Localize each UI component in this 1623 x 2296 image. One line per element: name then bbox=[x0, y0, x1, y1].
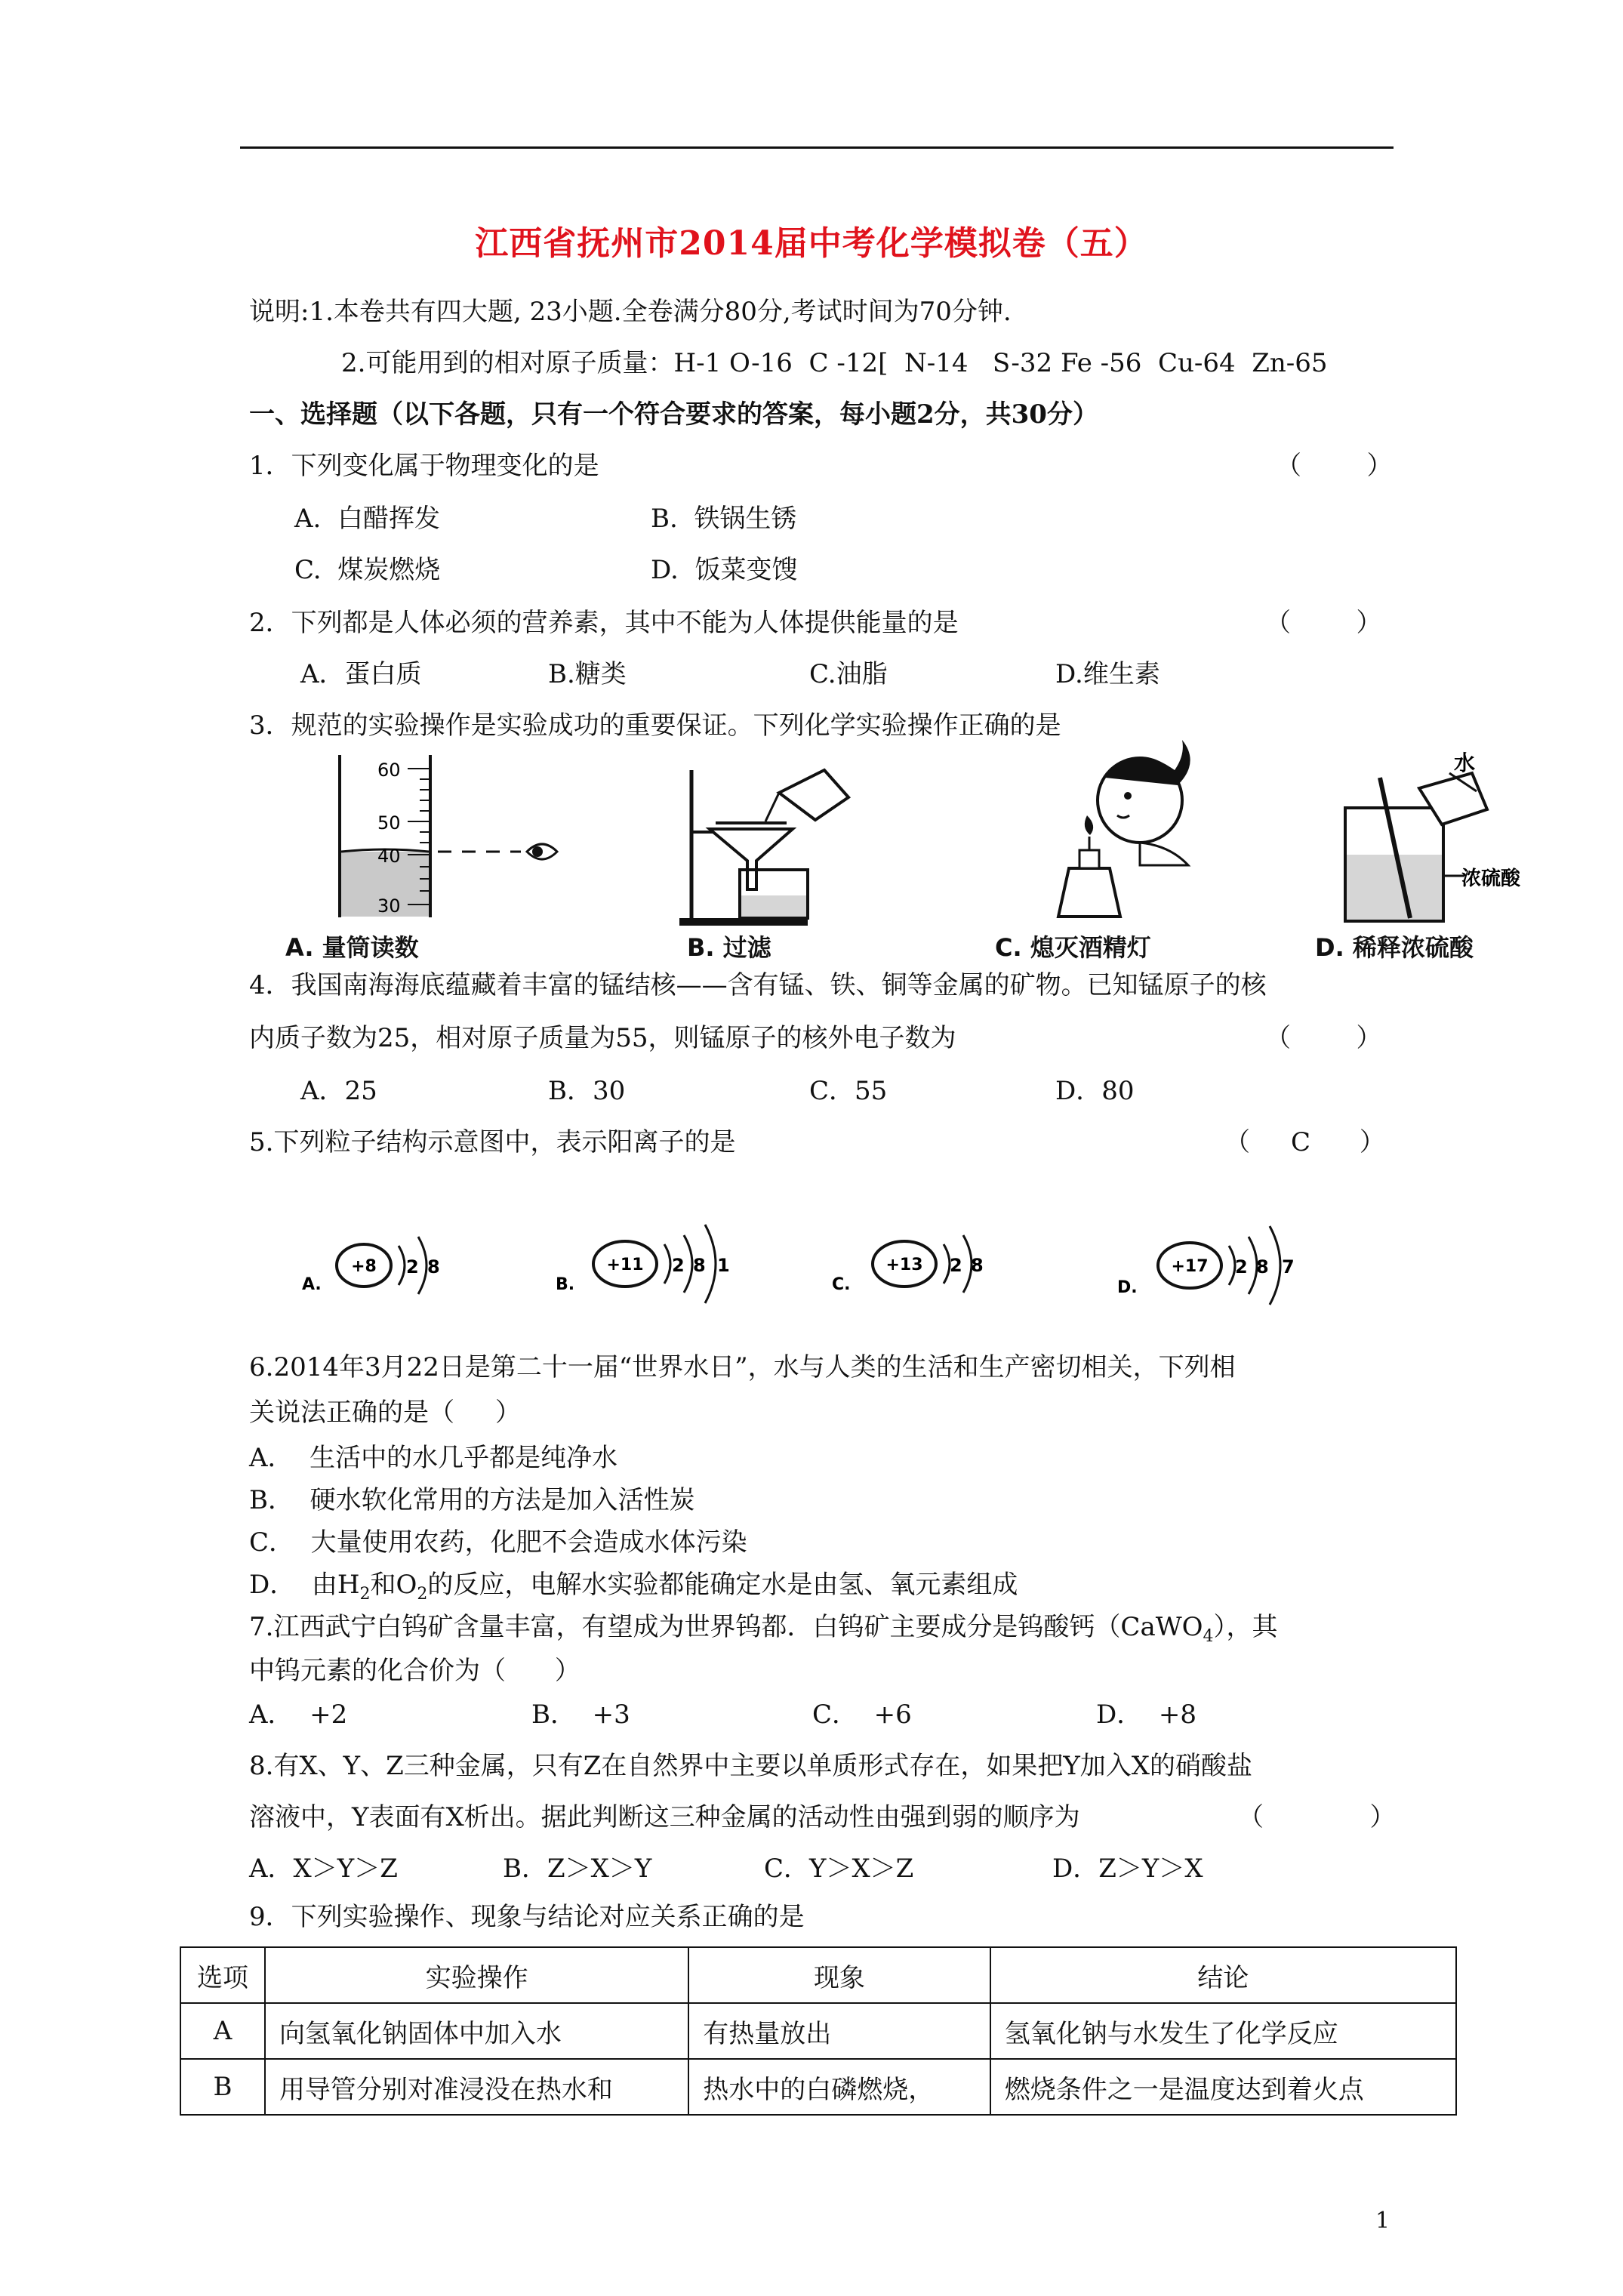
atom-a-label: A. bbox=[302, 1275, 322, 1294]
atom-d-shell-3: 7 bbox=[1282, 1256, 1295, 1277]
q6-option-b: B． 硬水软化常用的方法是加入活性炭 bbox=[249, 1485, 695, 1515]
table-cell: 有热量放出 bbox=[688, 2003, 990, 2059]
q7-option-a: A． +2 bbox=[249, 1700, 348, 1730]
q4-option-a: A．25 bbox=[300, 1076, 377, 1106]
q7-option-c: C． +6 bbox=[812, 1700, 912, 1730]
q3-stem: 3．规范的实验操作是实验成功的重要保证。下列化学实验操作正确的是 bbox=[249, 710, 1061, 741]
q6-option-a: A． 生活中的水几乎都是纯净水 bbox=[249, 1443, 618, 1473]
q8-option-d: D．Z＞Y＞X bbox=[1052, 1854, 1203, 1884]
atom-d-shell-2: 8 bbox=[1256, 1256, 1269, 1277]
table-cell: 向氢氧化钠固体中加入水 bbox=[265, 2003, 688, 2059]
fig-label-c: C. 熄灭酒精灯 bbox=[995, 933, 1151, 962]
note-1: 说明:1.本卷共有四大题, 23小题.全卷满分80分,考试时间为70分钟. bbox=[249, 297, 1012, 327]
atom-a-shell-1: 2 bbox=[406, 1256, 419, 1277]
q6-option-c: C． 大量使用农药，化肥不会造成水体污染 bbox=[249, 1527, 747, 1558]
acid-label: 浓硫酸 bbox=[1461, 868, 1521, 890]
q6-option-d: D． 由$H_2$和$O_2$的反应，电解水实验都能确定水是由氢、氧元素组成 bbox=[249, 1570, 1018, 1604]
q1-option-d: D. 饭菜变馊 bbox=[651, 555, 798, 585]
table-cell: 热水中的白磷燃烧， bbox=[688, 2059, 990, 2115]
q6-stem-2: 关说法正确的是（ ） bbox=[249, 1398, 522, 1428]
q2-option-d: D.维生素 bbox=[1055, 659, 1160, 689]
fig-label-a: A. 量筒读数 bbox=[285, 933, 419, 962]
q5-answer-paren: （ C ） bbox=[1224, 1127, 1385, 1157]
atom-c-shell-1: 2 bbox=[950, 1255, 962, 1276]
table-cell: 用导管分别对准浸没在热水和 bbox=[265, 2059, 688, 2115]
q4-option-d: D．80 bbox=[1055, 1076, 1135, 1106]
q2-option-c: C.油脂 bbox=[809, 659, 888, 689]
table-header: 现象 bbox=[688, 1947, 990, 2003]
table-header: 选项 bbox=[180, 1947, 265, 2003]
atom-b-shell-1: 2 bbox=[672, 1255, 685, 1276]
q1-option-c: C. 煤炭燃烧 bbox=[294, 555, 441, 585]
atom-b-nucleus: +11 bbox=[606, 1256, 644, 1274]
atom-diagram-d bbox=[1117, 1220, 1321, 1311]
atom-a-shell-2: 8 bbox=[427, 1256, 440, 1277]
q4-option-c: C．55 bbox=[809, 1076, 888, 1106]
table-cell: 燃烧条件之一是温度达到着火点 bbox=[990, 2059, 1456, 2115]
q1-stem: 1．下列变化属于物理变化的是 bbox=[249, 451, 599, 481]
top-rule bbox=[240, 146, 1394, 149]
q2-answer-paren: （ ） bbox=[1265, 608, 1382, 638]
water-label: 水 bbox=[1454, 750, 1476, 775]
q2-option-b: B.糖类 bbox=[548, 659, 627, 689]
figure-alcohol-lamp bbox=[1027, 732, 1208, 929]
q7-stem-2: 中钨元素的化合价为（ ） bbox=[249, 1656, 581, 1686]
atom-diagram-b bbox=[556, 1220, 752, 1311]
q8-stem-1: 8.有X、Y、Z三种金属，只有Z在自然界中主要以单质形式存在，如果把Y加入X的硝酸盐 bbox=[249, 1751, 1252, 1781]
q4-stem-1: 4．我国南海海底蕴藏着丰富的锰结核——含有锰、铁、铜等金属的矿物。已知锰原子的核 bbox=[249, 970, 1267, 1000]
atom-b-shell-2: 8 bbox=[693, 1255, 706, 1276]
fig-label-d: D. 稀释浓硫酸 bbox=[1315, 933, 1474, 962]
section-heading: 一、选择题（以下各题，只有一个符合要求的答案，每小题2分，共30分） bbox=[249, 399, 1098, 430]
q8-answer-paren: （ ） bbox=[1238, 1802, 1396, 1832]
q8-option-b: B．Z＞X＞Y bbox=[503, 1854, 652, 1884]
atom-b-label: B. bbox=[556, 1275, 575, 1294]
tick-40: 40 bbox=[377, 846, 401, 867]
q8-option-a: A．X＞Y＞Z bbox=[249, 1854, 398, 1884]
q1-option-b: B. 铁锅生锈 bbox=[651, 504, 797, 534]
figure-filtration bbox=[664, 747, 861, 929]
table-cell: A bbox=[180, 2003, 265, 2059]
q4-answer-paren: （ ） bbox=[1265, 1023, 1382, 1053]
q4-option-b: B．30 bbox=[548, 1076, 626, 1106]
atom-d-label: D. bbox=[1117, 1278, 1138, 1297]
page-number: 1 bbox=[1375, 2208, 1390, 2234]
atom-d-shell-1: 2 bbox=[1235, 1256, 1248, 1277]
table-row bbox=[180, 2003, 1456, 2059]
figure-measuring-cylinder bbox=[317, 755, 589, 929]
atom-b-shell-3: 1 bbox=[717, 1255, 730, 1276]
q9-stem: 9．下列实验操作、现象与结论对应关系正确的是 bbox=[249, 1902, 805, 1932]
tick-50: 50 bbox=[377, 812, 401, 834]
atom-diagram-a bbox=[302, 1220, 483, 1311]
q8-stem-2: 溶液中，Y表面有X析出。据此判断这三种金属的活动性由强到弱的顺序为 bbox=[249, 1802, 1080, 1832]
fig-label-b: B. 过滤 bbox=[687, 933, 771, 962]
table-row bbox=[180, 2059, 1456, 2115]
atom-d-nucleus: +17 bbox=[1171, 1257, 1209, 1276]
q5-stem: 5.下列粒子结构示意图中，表示阳离子的是 bbox=[249, 1127, 736, 1157]
table-header: 结论 bbox=[990, 1947, 1456, 2003]
q7-option-b: B． +3 bbox=[531, 1700, 630, 1730]
q6-stem-1: 6.2014年3月22日是第二十一届“世界水日”，水与人类的生活和生产密切相关，下列相 bbox=[249, 1352, 1236, 1382]
tick-60: 60 bbox=[377, 760, 401, 781]
q8-option-c: C．Y＞X＞Z bbox=[764, 1854, 914, 1884]
table-cell: 氢氧化钠与水发生了化学反应 bbox=[990, 2003, 1456, 2059]
q4-stem-2: 内质子数为25，相对原子质量为55，则锰原子的核外电子数为 bbox=[249, 1023, 956, 1053]
atom-c-label: C. bbox=[832, 1275, 851, 1294]
atom-c-shell-2: 8 bbox=[971, 1255, 984, 1276]
table-header-row bbox=[180, 1947, 1456, 2003]
tick-30: 30 bbox=[377, 895, 401, 917]
atom-a-nucleus: +8 bbox=[351, 1257, 377, 1276]
q1-option-a: A. 白醋挥发 bbox=[294, 504, 440, 534]
table-cell: B bbox=[180, 2059, 265, 2115]
q2-stem: 2．下列都是人体必须的营养素，其中不能为人体提供能量的是 bbox=[249, 608, 959, 638]
figure-dilute-acid bbox=[1329, 750, 1521, 929]
q9-table bbox=[180, 1946, 1457, 2116]
table-header: 实验操作 bbox=[265, 1947, 688, 2003]
q7-option-d: D． +8 bbox=[1096, 1700, 1196, 1730]
q7-stem-1: 7.江西武宁白钨矿含量丰富，有望成为世界钨都．白钨矿主要成分是钨酸钙（CaWO$_4$），其 bbox=[249, 1612, 1278, 1646]
note-2: 2.可能用到的相对原子质量：H-1 O-16 C -12[ N-14 S-32 Fe -56 Cu-64 Zn-65 bbox=[341, 348, 1328, 378]
atom-diagram-c bbox=[832, 1220, 1013, 1311]
q1-answer-paren: （ ） bbox=[1276, 451, 1393, 481]
atom-c-nucleus: +13 bbox=[885, 1256, 923, 1274]
q2-option-a: A．蛋白质 bbox=[300, 659, 422, 689]
page-title: 江西省抚州市2014届中考化学模拟卷（五） bbox=[475, 224, 1148, 263]
